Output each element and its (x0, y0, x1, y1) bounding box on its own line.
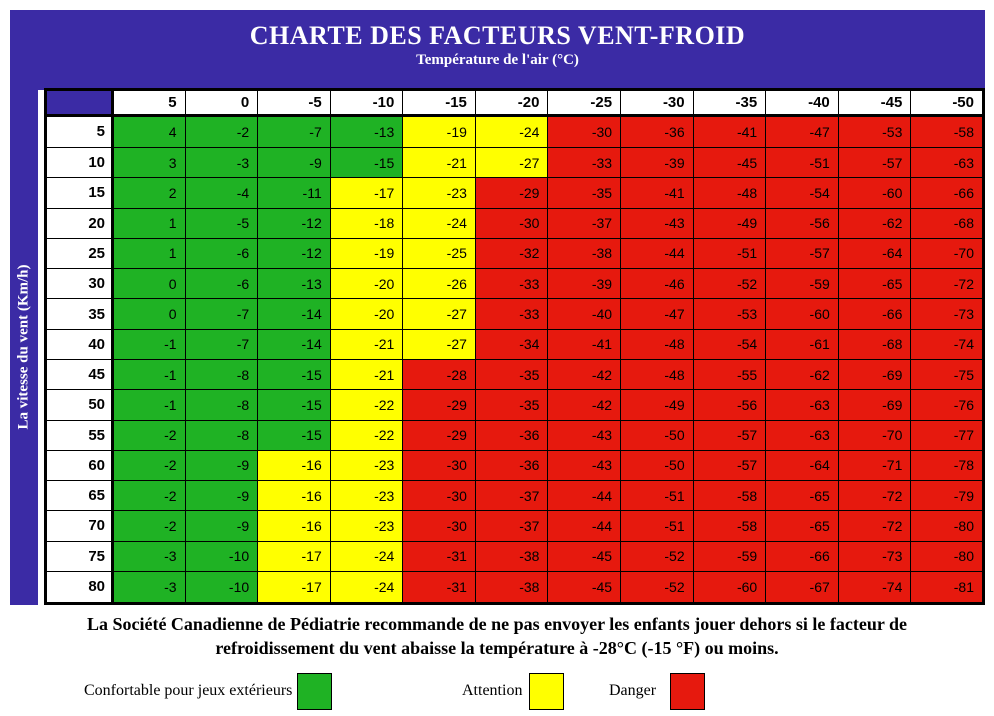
cell-wind30-temp-30: -46 (621, 269, 694, 299)
cell-wind65-temp-15: -30 (403, 481, 476, 511)
row-header-80: 80 (46, 571, 113, 603)
cell-wind60-temp-30: -50 (621, 450, 694, 480)
cell-wind35-temp-5: -14 (258, 299, 331, 329)
cell-wind15-temp5: 2 (113, 178, 186, 208)
cell-wind20-temp-10: -18 (330, 208, 403, 238)
cell-wind30-temp-25: -39 (548, 269, 621, 299)
row-header-5: 5 (46, 116, 113, 148)
cell-wind45-temp0: -8 (185, 359, 258, 389)
cell-wind15-temp-20: -29 (475, 178, 548, 208)
cell-wind45-temp-15: -28 (403, 359, 476, 389)
cell-wind35-temp5: 0 (113, 299, 186, 329)
cell-wind75-temp-50: -80 (911, 541, 984, 571)
cell-wind80-temp-10: -24 (330, 571, 403, 603)
cell-wind55-temp-50: -77 (911, 420, 984, 450)
cell-wind65-temp-35: -58 (693, 481, 766, 511)
cell-wind15-temp-15: -23 (403, 178, 476, 208)
note-line-2: refroidissement du vent abaisse la température à -28°C (-15 °F) ou moins. (215, 637, 779, 658)
cell-wind40-temp0: -7 (185, 329, 258, 359)
cell-wind40-temp-50: -74 (911, 329, 984, 359)
cell-wind15-temp-25: -35 (548, 178, 621, 208)
cell-wind10-temp-30: -39 (621, 147, 694, 177)
cell-wind25-temp-35: -51 (693, 238, 766, 268)
cell-wind75-temp-5: -17 (258, 541, 331, 571)
cell-wind60-temp-25: -43 (548, 450, 621, 480)
cell-wind5-temp-15: -19 (403, 116, 476, 148)
corner-cell (46, 90, 113, 116)
cell-wind25-temp-25: -38 (548, 238, 621, 268)
cell-wind35-temp-30: -47 (621, 299, 694, 329)
legend-label-danger: Danger (609, 682, 657, 699)
cell-wind75-temp-45: -73 (838, 541, 911, 571)
chart-subtitle: Température de l'air (°C) (416, 52, 579, 68)
cell-wind50-temp-30: -49 (621, 390, 694, 420)
cell-wind50-temp0: -8 (185, 390, 258, 420)
cell-wind40-temp-10: -21 (330, 329, 403, 359)
cell-wind15-temp-5: -11 (258, 178, 331, 208)
cell-wind80-temp-25: -45 (548, 571, 621, 603)
column-header--35: -35 (693, 90, 766, 116)
cell-wind55-temp-15: -29 (403, 420, 476, 450)
cell-wind70-temp-10: -23 (330, 511, 403, 541)
cell-wind30-temp-15: -26 (403, 269, 476, 299)
row-header-10: 10 (46, 147, 113, 177)
cell-wind45-temp-35: -55 (693, 359, 766, 389)
cell-wind50-temp-35: -56 (693, 390, 766, 420)
cell-wind65-temp-50: -79 (911, 481, 984, 511)
column-header--25: -25 (548, 90, 621, 116)
legend-swatch-attention (529, 673, 564, 710)
cell-wind70-temp-5: -16 (258, 511, 331, 541)
cell-wind55-temp-35: -57 (693, 420, 766, 450)
cell-wind35-temp-40: -60 (766, 299, 839, 329)
row-header-50: 50 (46, 390, 113, 420)
cell-wind75-temp-30: -52 (621, 541, 694, 571)
cell-wind50-temp-45: -69 (838, 390, 911, 420)
legend-item-attention (462, 672, 564, 710)
cell-wind15-temp-40: -54 (766, 178, 839, 208)
legend-swatch-comfortable (297, 673, 332, 710)
cell-wind40-temp5: -1 (113, 329, 186, 359)
column-header--15: -15 (403, 90, 476, 116)
cell-wind60-temp-35: -57 (693, 450, 766, 480)
cell-wind55-temp5: -2 (113, 420, 186, 450)
cell-wind60-temp-50: -78 (911, 450, 984, 480)
cell-wind35-temp-25: -40 (548, 299, 621, 329)
cell-wind30-temp-10: -20 (330, 269, 403, 299)
cell-wind45-temp-40: -62 (766, 359, 839, 389)
cell-wind10-temp-50: -63 (911, 147, 984, 177)
cell-wind5-temp-45: -53 (838, 116, 911, 148)
cell-wind35-temp-35: -53 (693, 299, 766, 329)
row-header-65: 65 (46, 481, 113, 511)
cell-wind15-temp-45: -60 (838, 178, 911, 208)
table-row-wind-70 (46, 511, 984, 541)
cell-wind45-temp-50: -75 (911, 359, 984, 389)
cell-wind10-temp-15: -21 (403, 147, 476, 177)
column-header-0: 0 (185, 90, 258, 116)
cell-wind10-temp-5: -9 (258, 147, 331, 177)
cell-wind20-temp-25: -37 (548, 208, 621, 238)
cell-wind50-temp-15: -29 (403, 390, 476, 420)
cell-wind80-temp0: -10 (185, 571, 258, 603)
legend-item-danger (609, 672, 705, 710)
cell-wind70-temp-30: -51 (621, 511, 694, 541)
cell-wind70-temp-35: -58 (693, 511, 766, 541)
cell-wind50-temp-50: -76 (911, 390, 984, 420)
cell-wind70-temp-15: -30 (403, 511, 476, 541)
cell-wind65-temp-20: -37 (475, 481, 548, 511)
wind-chill-table (44, 88, 985, 605)
cell-wind70-temp-45: -72 (838, 511, 911, 541)
cell-wind30-temp5: 0 (113, 269, 186, 299)
cell-wind60-temp-15: -30 (403, 450, 476, 480)
cell-wind5-temp-40: -47 (766, 116, 839, 148)
cell-wind50-temp-25: -42 (548, 390, 621, 420)
cell-wind35-temp-50: -73 (911, 299, 984, 329)
cell-wind80-temp-45: -74 (838, 571, 911, 603)
cell-wind60-temp-45: -71 (838, 450, 911, 480)
cell-wind30-temp-5: -13 (258, 269, 331, 299)
cell-wind80-temp-35: -60 (693, 571, 766, 603)
column-header-row (46, 90, 984, 116)
column-header-5: 5 (113, 90, 186, 116)
table-row-wind-60 (46, 450, 984, 480)
cell-wind25-temp-5: -12 (258, 238, 331, 268)
cell-wind25-temp-15: -25 (403, 238, 476, 268)
cell-wind55-temp-10: -22 (330, 420, 403, 450)
column-header--10: -10 (330, 90, 403, 116)
cell-wind25-temp-40: -57 (766, 238, 839, 268)
table-row-wind-20 (46, 208, 984, 238)
cell-wind40-temp-35: -54 (693, 329, 766, 359)
table-row-wind-10 (46, 147, 984, 177)
table-row-wind-35 (46, 299, 984, 329)
cell-wind30-temp-20: -33 (475, 269, 548, 299)
cell-wind75-temp0: -10 (185, 541, 258, 571)
cell-wind70-temp-25: -44 (548, 511, 621, 541)
column-header--45: -45 (838, 90, 911, 116)
cell-wind20-temp-30: -43 (621, 208, 694, 238)
cell-wind50-temp-20: -35 (475, 390, 548, 420)
cell-wind25-temp-10: -19 (330, 238, 403, 268)
cell-wind75-temp5: -3 (113, 541, 186, 571)
cell-wind55-temp-40: -63 (766, 420, 839, 450)
cell-wind40-temp-40: -61 (766, 329, 839, 359)
cell-wind35-temp0: -7 (185, 299, 258, 329)
row-header-60: 60 (46, 450, 113, 480)
cell-wind70-temp0: -9 (185, 511, 258, 541)
row-header-45: 45 (46, 359, 113, 389)
cell-wind10-temp5: 3 (113, 147, 186, 177)
column-header--30: -30 (621, 90, 694, 116)
cell-wind55-temp-45: -70 (838, 420, 911, 450)
cell-wind25-temp-20: -32 (475, 238, 548, 268)
cell-wind20-temp-40: -56 (766, 208, 839, 238)
cell-wind55-temp-5: -15 (258, 420, 331, 450)
table-row-wind-5 (46, 116, 984, 148)
table-row-wind-55 (46, 420, 984, 450)
cell-wind75-temp-15: -31 (403, 541, 476, 571)
cell-wind40-temp-30: -48 (621, 329, 694, 359)
cell-wind5-temp-10: -13 (330, 116, 403, 148)
column-header--20: -20 (475, 90, 548, 116)
cell-wind35-temp-45: -66 (838, 299, 911, 329)
column-header--5: -5 (258, 90, 331, 116)
column-header--40: -40 (766, 90, 839, 116)
cell-wind30-temp-40: -59 (766, 269, 839, 299)
cell-wind15-temp-10: -17 (330, 178, 403, 208)
cell-wind70-temp-40: -65 (766, 511, 839, 541)
cell-wind5-temp-20: -24 (475, 116, 548, 148)
cell-wind80-temp-15: -31 (403, 571, 476, 603)
table-row-wind-65 (46, 481, 984, 511)
cell-wind5-temp-30: -36 (621, 116, 694, 148)
row-header-40: 40 (46, 329, 113, 359)
cell-wind45-temp-20: -35 (475, 359, 548, 389)
cell-wind5-temp-25: -30 (548, 116, 621, 148)
cell-wind60-temp-20: -36 (475, 450, 548, 480)
legend-item-comfortable (84, 672, 332, 710)
cell-wind75-temp-10: -24 (330, 541, 403, 571)
cell-wind65-temp-25: -44 (548, 481, 621, 511)
cell-wind75-temp-25: -45 (548, 541, 621, 571)
cell-wind30-temp-45: -65 (838, 269, 911, 299)
cell-wind20-temp5: 1 (113, 208, 186, 238)
cell-wind80-temp-30: -52 (621, 571, 694, 603)
cell-wind55-temp-20: -36 (475, 420, 548, 450)
cell-wind45-temp-10: -21 (330, 359, 403, 389)
cell-wind20-temp-15: -24 (403, 208, 476, 238)
cell-wind40-temp-45: -68 (838, 329, 911, 359)
cell-wind80-temp-20: -38 (475, 571, 548, 603)
cell-wind65-temp5: -2 (113, 481, 186, 511)
cell-wind50-temp5: -1 (113, 390, 186, 420)
row-header-15: 15 (46, 178, 113, 208)
cell-wind30-temp-35: -52 (693, 269, 766, 299)
cell-wind35-temp-20: -33 (475, 299, 548, 329)
cell-wind80-temp5: -3 (113, 571, 186, 603)
cell-wind65-temp-40: -65 (766, 481, 839, 511)
cell-wind60-temp-10: -23 (330, 450, 403, 480)
cell-wind15-temp-50: -66 (911, 178, 984, 208)
table-row-wind-50 (46, 390, 984, 420)
cell-wind65-temp0: -9 (185, 481, 258, 511)
row-header-30: 30 (46, 269, 113, 299)
legend-label-attention: Attention (462, 682, 523, 699)
cell-wind60-temp5: -2 (113, 450, 186, 480)
cell-wind65-temp-30: -51 (621, 481, 694, 511)
table-row-wind-40 (46, 329, 984, 359)
cell-wind25-temp5: 1 (113, 238, 186, 268)
cell-wind25-temp-45: -64 (838, 238, 911, 268)
cell-wind65-temp-45: -72 (838, 481, 911, 511)
wind-speed-axis-label: La vitesse du vent (Km/h) (15, 264, 32, 430)
cell-wind5-temp5: 4 (113, 116, 186, 148)
cell-wind30-temp-50: -72 (911, 269, 984, 299)
cell-wind80-temp-40: -67 (766, 571, 839, 603)
cell-wind50-temp-5: -15 (258, 390, 331, 420)
cell-wind75-temp-40: -66 (766, 541, 839, 571)
cell-wind65-temp-5: -16 (258, 481, 331, 511)
cell-wind45-temp-5: -15 (258, 359, 331, 389)
cell-wind75-temp-35: -59 (693, 541, 766, 571)
cell-wind40-temp-15: -27 (403, 329, 476, 359)
row-header-35: 35 (46, 299, 113, 329)
cell-wind65-temp-10: -23 (330, 481, 403, 511)
row-header-70: 70 (46, 511, 113, 541)
cell-wind25-temp-50: -70 (911, 238, 984, 268)
cell-wind15-temp0: -4 (185, 178, 258, 208)
cell-wind45-temp-45: -69 (838, 359, 911, 389)
cell-wind5-temp-50: -58 (911, 116, 984, 148)
cell-wind80-temp-5: -17 (258, 571, 331, 603)
table-row-wind-30 (46, 269, 984, 299)
legend-label-comfortable: Confortable pour jeux extérieurs (84, 682, 293, 699)
cell-wind10-temp-40: -51 (766, 147, 839, 177)
cell-wind10-temp-25: -33 (548, 147, 621, 177)
cell-wind15-temp-35: -48 (693, 178, 766, 208)
cell-wind25-temp0: -6 (185, 238, 258, 268)
cell-wind20-temp-35: -49 (693, 208, 766, 238)
cell-wind10-temp-20: -27 (475, 147, 548, 177)
row-header-20: 20 (46, 208, 113, 238)
cell-wind10-temp-45: -57 (838, 147, 911, 177)
table-row-wind-80 (46, 571, 984, 603)
cell-wind20-temp-20: -30 (475, 208, 548, 238)
cell-wind70-temp-20: -37 (475, 511, 548, 541)
cell-wind50-temp-10: -22 (330, 390, 403, 420)
cell-wind45-temp-25: -42 (548, 359, 621, 389)
cell-wind5-temp-5: -7 (258, 116, 331, 148)
cell-wind55-temp0: -8 (185, 420, 258, 450)
cell-wind20-temp-5: -12 (258, 208, 331, 238)
table-row-wind-15 (46, 178, 984, 208)
cell-wind30-temp0: -6 (185, 269, 258, 299)
cell-wind25-temp-30: -44 (621, 238, 694, 268)
cell-wind20-temp0: -5 (185, 208, 258, 238)
pediatric-society-note (0, 613, 994, 661)
cell-wind60-temp-5: -16 (258, 450, 331, 480)
cell-wind35-temp-15: -27 (403, 299, 476, 329)
cell-wind40-temp-5: -14 (258, 329, 331, 359)
cell-wind10-temp0: -3 (185, 147, 258, 177)
cell-wind40-temp-25: -41 (548, 329, 621, 359)
cell-wind55-temp-25: -43 (548, 420, 621, 450)
row-header-55: 55 (46, 420, 113, 450)
wind-speed-axis-band (10, 89, 38, 605)
cell-wind45-temp-30: -48 (621, 359, 694, 389)
cell-wind20-temp-50: -68 (911, 208, 984, 238)
chart-title: CHARTE DES FACTEURS VENT-FROID (249, 21, 746, 50)
cell-wind70-temp5: -2 (113, 511, 186, 541)
cell-wind5-temp-35: -41 (693, 116, 766, 148)
table-row-wind-25 (46, 238, 984, 268)
cell-wind80-temp-50: -81 (911, 571, 984, 603)
row-header-25: 25 (46, 238, 113, 268)
cell-wind10-temp-10: -15 (330, 147, 403, 177)
cell-wind75-temp-20: -38 (475, 541, 548, 571)
legend-swatch-danger (670, 673, 705, 710)
note-line-1: La Société Canadienne de Pédiatrie recommande de ne pas envoyer les enfants jouer dehors si le facteur de (86, 614, 908, 634)
cell-wind60-temp0: -9 (185, 450, 258, 480)
cell-wind70-temp-50: -80 (911, 511, 984, 541)
row-header-75: 75 (46, 541, 113, 571)
cell-wind15-temp-30: -41 (621, 178, 694, 208)
cell-wind20-temp-45: -62 (838, 208, 911, 238)
column-header--50: -50 (911, 90, 984, 116)
cell-wind35-temp-10: -20 (330, 299, 403, 329)
cell-wind10-temp-35: -45 (693, 147, 766, 177)
cell-wind50-temp-40: -63 (766, 390, 839, 420)
cell-wind45-temp5: -1 (113, 359, 186, 389)
cell-wind55-temp-30: -50 (621, 420, 694, 450)
title-banner (10, 10, 985, 90)
cell-wind40-temp-20: -34 (475, 329, 548, 359)
table-row-wind-75 (46, 541, 984, 571)
table-row-wind-45 (46, 359, 984, 389)
cell-wind5-temp0: -2 (185, 116, 258, 148)
cell-wind60-temp-40: -64 (766, 450, 839, 480)
